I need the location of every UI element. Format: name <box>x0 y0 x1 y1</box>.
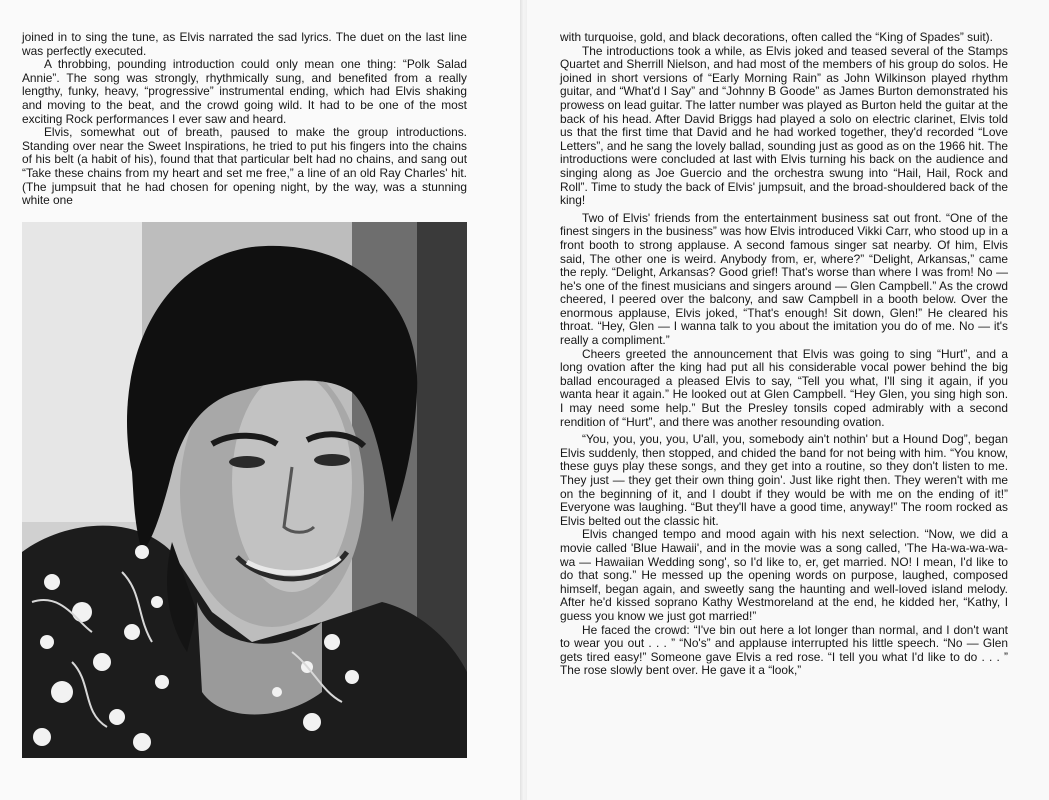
paragraph: Elvis changed tempo and mood again with his next selection. “Now, we did a movie called 'Blue Hawaii', and in the movie was a song called, 'The Ha-wa-wa-wa-wa — Hawaiian Wedding song', so I'd like to, er, get married. NO! I mean, I'd like to do that song.” He messed up the opening words on purpose, laughed, composed himself, began again, and sweetly sang the haunting and well-loved island melody. After he'd kissed soprano Kathy Westmoreland at the end, he kidded her, “Kathy, I guess you know we just got married!” <box>560 527 1008 623</box>
paragraph: The introductions took a while, as Elvis joked and teased several of the Stamps Quartet and Sherrill Nielson, and had most of the members of his group do solos. He joined in short versions of “Early Morning Rain” as John Wilkinson played rhythm guitar, and “What'd I Say” and “Johnny B Goode” as James Burton demonstrated his prowess on lead guitar. The latter number was played as Burton held the guitar at the back of his head. After David Briggs had played a solo on electric clarinet, Elvis told us that the first time that David and he had worked together, they'd recorded “Love Letters”, and he sang the lovely ballad, sounding just as good as on the 1966 hit. The introductions were concluded at last with Elvis turning his back on the audience and singing along as Joe Guercio and the orchestra swung into “Hail, Hail, Rock and Roll”. Time to study the back of Elvis' jumpsuit, and the broad-shouldered back of the king! <box>560 43 1008 208</box>
paragraph: Cheers greeted the announcement that Elvis was going to sing “Hurt”, and a long ovation after the king had put all his considerable vocal power behind the big ballad encouraged a pleased Elvis to say, “Tell you what, I'll sing it again, if you wanta hear it again.” He looked out at Glen Campbell. “Hey Glen, you sing high son. I may need some help.” But the Presley tonsils coped admirably with a second rendition of “Hurt”, and there was another resounding ovation. <box>560 346 1008 429</box>
paragraph: He faced the crowd: “I've bin out here a lot longer than normal, and I don't want to wear you out . . . ” “No's” and applause interrupted his little speech. “No — Glen gets tired easy!” Someone gave Elvis a red rose. “I tell you what I'd like to do . . . ” The rose slowly bent over. He gave it a “look,” <box>560 622 1008 678</box>
paragraph: “You, you, you, you, U'all, you, somebody ain't nothin' but a Hound Dog”, began Elvis suddenly, then stopped, and chided the band for not being with him. “You know, these guys play these songs, and they get into a routine, so they don't listen to me. They just — they get their own thing goin'. Just like right then. They weren't with me on the beginning of it, and I doubt if they would be with me on the ending of it!” Everyone was laughing. “But they'll have a good time, anyway!” The room rocked as Elvis belted out the classic hit. <box>560 432 1008 528</box>
paragraph: Elvis, somewhat out of breath, paused to make the group introductions. Standing over near the Sweet Inspirations, he tried to put his fingers into the chains of his belt (a habit of his), found that that particular belt had no chains, and sang out “Take these chains from my heart and set me free,” a line of an old Ray Charles' hit. (The jumpsuit that he had chosen for opening night, by the way, was a stunning white one <box>22 125 467 208</box>
right-text-column <box>560 31 1008 678</box>
elvis-portrait-photo <box>22 222 467 758</box>
left-text-column <box>22 31 467 208</box>
left-page <box>0 0 522 800</box>
portrait-illustration <box>22 222 467 758</box>
paragraph: with turquoise, gold, and black decorations, often called the “King of Spades” suit). <box>560 30 993 44</box>
paragraph: A throbbing, pounding introduction could only mean one thing: “Polk Salad Annie”. The song was strongly, rhythmically sung, and benefited from a really lengthy, funky, heavy, “progressive” instrumental ending, which had Elvis shaking and moving to the beat, and the crowd going wild. It had to be one of the most exciting Rock performances I ever saw and heard. <box>22 57 467 126</box>
paragraph: joined in to sing the tune, as Elvis narrated the sad lyrics. The duet on the last line was perfectly executed. <box>22 30 467 58</box>
paragraph: Two of Elvis' friends from the entertainment business sat out front. “One of the finest singers in the business” was how Elvis introduced Vikki Carr, who stood up in a front booth to strong applause. A second famous singer sat nearby. Of him, Elvis said, The other one is weird. Anybody from, er, where?” “Delight, Arkansas,” came the reply. “Delight, Arkansas? Good grief! That's worse than where I was from! No — he's one of the finest musicians and singers around — Glen Campbell.” As the crowd cheered, I peered over the balcony, and saw Campbell in a booth below. Over the enormous applause, Elvis joked, “That's enough! Sit down, Glen!” He cleared his throat. “Hey, Glen — I wanna talk to you about the imitation you do of me. No — it's really a compliment.” <box>560 210 1008 348</box>
